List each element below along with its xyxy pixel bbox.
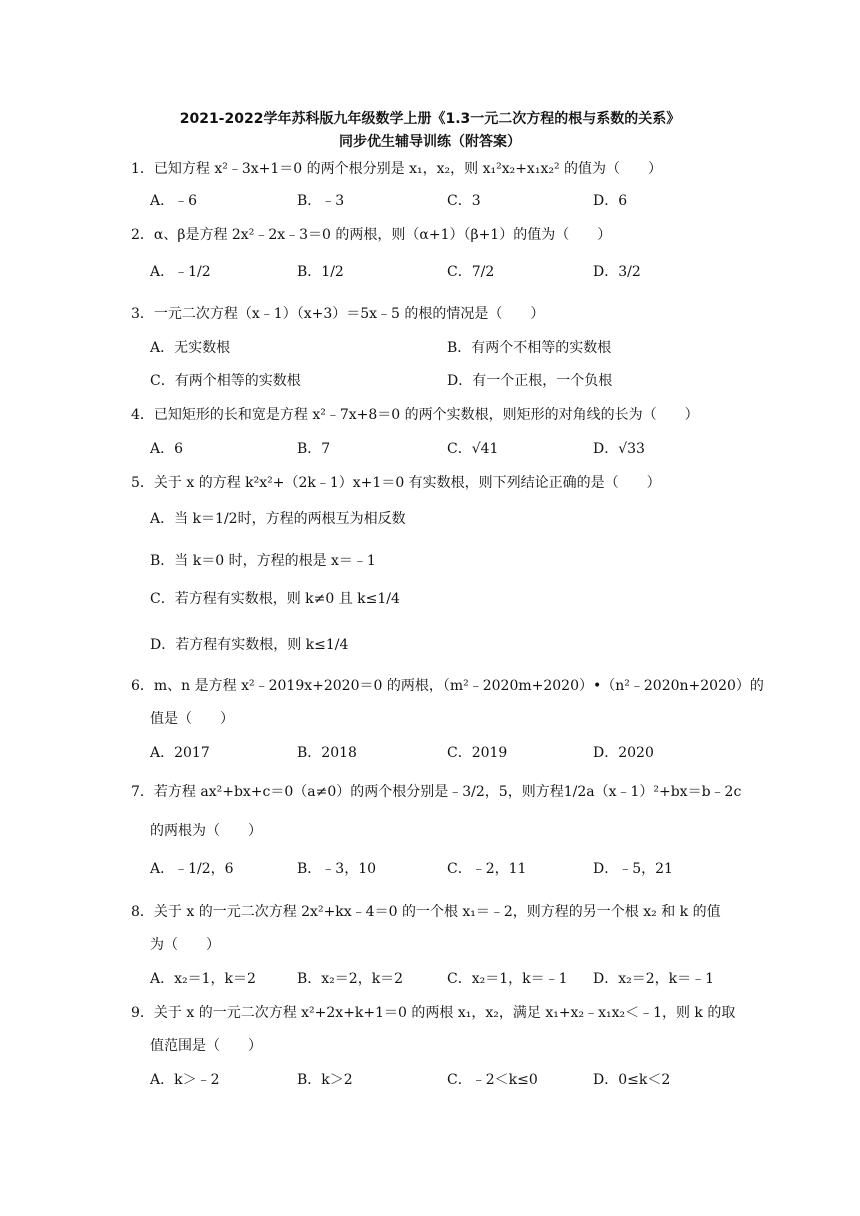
- q8-option-d: D．x₂＝2，k＝﹣1: [593, 971, 715, 987]
- question-8-stem-cont: 为（ ）: [150, 937, 220, 953]
- q6-option-b: B．2018: [297, 745, 357, 761]
- question-7-stem: 7．若方程 ax²+bx+c＝0（a≠0）的两个根分别是﹣3/2，5，则方程1/2a（x﹣1）²+bx＝b﹣2c: [131, 784, 742, 800]
- question-6-stem: 6．m、n 是方程 x²﹣2019x+2020＝0 的两根，（m²﹣2020m+2020）•（n²﹣2020n+2020）的: [131, 678, 764, 694]
- q4-option-c: C．√41: [447, 441, 499, 457]
- q6-option-a: A．2017: [150, 745, 210, 761]
- q4-option-a: A．6: [150, 441, 184, 457]
- q6-option-c: C．2019: [447, 745, 508, 761]
- q7-option-d: D．﹣5，21: [593, 861, 673, 877]
- q1-option-d: D．6: [593, 193, 628, 209]
- q5-option-a: A．当 k＝1/2时，方程的两根互为相反数: [150, 511, 406, 527]
- question-3-stem: 3．一元二次方程（x﹣1）（x+3）＝5x﹣5 的根的情况是（ ）: [131, 306, 545, 322]
- question-8-stem: 8．关于 x 的一元二次方程 2x²+kx﹣4＝0 的一个根 x₁＝﹣2，则方程的另一个根 x₂ 和 k 的值: [131, 904, 721, 920]
- q2-option-a: A．﹣1/2: [150, 264, 211, 280]
- q3-option-c: C．有两个相等的实数根: [150, 373, 301, 389]
- question-1-stem: 1．已知方程 x²﹣3x+1＝0 的两个根分别是 x₁，x₂，则 x₁²x₂+x₁x₂² 的值为（ ）: [131, 161, 663, 177]
- q8-option-b: B．x₂＝2，k＝2: [297, 971, 404, 987]
- q9-option-d: D．0≤k＜2: [593, 1072, 671, 1088]
- q4-option-b: B．7: [297, 441, 331, 457]
- question-7-stem-cont: 的两根为（ ）: [150, 823, 262, 839]
- question-4-stem: 4．已知矩形的长和宽是方程 x²﹣7x+8＝0 的两个实数根，则矩形的对角线的长为（ ）: [131, 407, 699, 423]
- q4-option-d: D．√33: [593, 441, 645, 457]
- question-9-stem: 9．关于 x 的一元二次方程 x²+2x+k+1＝0 的两根 x₁，x₂，满足 x₁+x₂﹣x₁x₂＜﹣1，则 k 的取: [131, 1005, 736, 1021]
- q2-option-c: C．7/2: [447, 264, 495, 280]
- question-6-stem-cont: 值是（ ）: [150, 711, 234, 727]
- q1-option-b: B．﹣3: [297, 193, 345, 209]
- q3-option-a: A．无实数根: [150, 340, 231, 356]
- q9-option-b: B．k＞2: [297, 1072, 353, 1088]
- q6-option-d: D．2020: [593, 745, 654, 761]
- q1-option-c: C．3: [447, 193, 481, 209]
- q7-option-a: A．﹣1/2，6: [150, 861, 234, 877]
- question-5-stem: 5．关于 x 的方程 k²x²+（2k﹣1）x+1＝0 有实数根，则下列结论正确的是（ ）: [131, 475, 661, 491]
- q8-option-a: A．x₂＝1，k＝2: [150, 971, 256, 987]
- q9-option-a: A．k＞﹣2: [150, 1072, 220, 1088]
- q9-option-c: C．﹣2＜k≤0: [447, 1072, 538, 1088]
- q8-option-c: C．x₂＝1，k＝﹣1: [447, 971, 568, 987]
- q2-option-d: D．3/2: [593, 264, 641, 280]
- question-2-stem: 2．α、β是方程 2x²﹣2x﹣3＝0 的两根，则（α+1）（β+1）的值为（ ）: [131, 227, 612, 243]
- q3-option-d: D．有一个正根，一个负根: [447, 373, 613, 389]
- question-9-stem-cont: 值范围是（ ）: [150, 1038, 262, 1054]
- q5-option-c: C．若方程有实数根，则 k≠0 且 k≤1/4: [150, 591, 400, 607]
- doc-title-line2: 同步优生辅导训练（附答案）: [339, 134, 521, 150]
- q3-option-b: B．有两个不相等的实数根: [447, 340, 612, 356]
- doc-title-line1: 2021-2022学年苏科版九年级数学上册《1.3一元二次方程的根与系数的关系》: [179, 111, 681, 127]
- q5-option-b: B．当 k＝0 时，方程的根是 x＝﹣1: [150, 553, 376, 569]
- q2-option-b: B．1/2: [297, 264, 344, 280]
- q5-option-d: D．若方程有实数根，则 k≤1/4: [150, 637, 349, 653]
- q7-option-b: B．﹣3，10: [297, 861, 377, 877]
- q7-option-c: C．﹣2，11: [447, 861, 527, 877]
- q1-option-a: A．﹣6: [150, 193, 198, 209]
